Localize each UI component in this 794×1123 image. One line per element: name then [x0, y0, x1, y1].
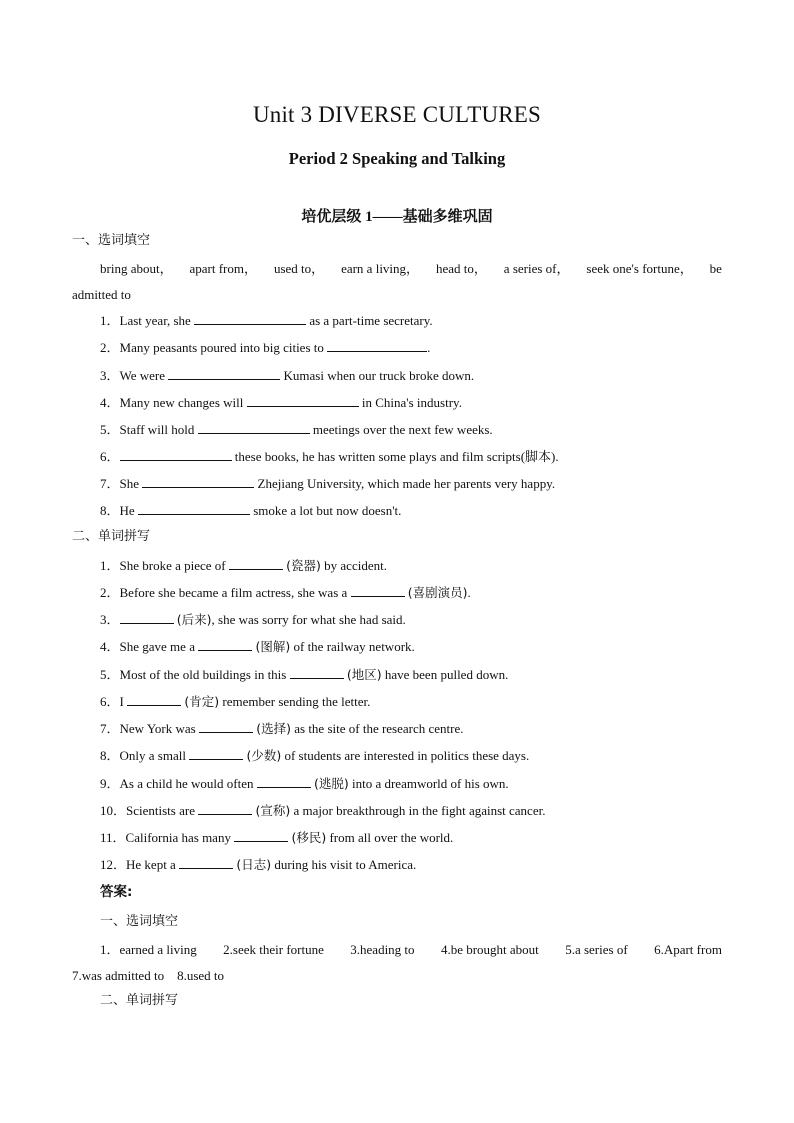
spell-item-11: 11．California has many (移民) from all over the world. [100, 830, 454, 845]
answer-item: 1．earned a living [100, 942, 197, 957]
answer-blank[interactable] [138, 502, 250, 515]
answer-item: 6.Apart from [654, 942, 722, 957]
word-bank-item: apart from， [189, 261, 258, 276]
answer-blank[interactable] [199, 720, 253, 733]
word-bank-item: bring about， [100, 261, 173, 276]
spell-item-9: 9．As a child he would often (逃脱) into a dreamworld of his own. [100, 776, 509, 791]
answer-blank[interactable] [234, 829, 288, 842]
answer-blank[interactable] [198, 421, 310, 434]
answer-blank[interactable] [198, 802, 252, 815]
word-bank-item: seek one's fortune， [586, 261, 693, 276]
answer-blank[interactable] [351, 584, 405, 597]
spell-item-5: 5．Most of the old buildings in this (地区) have been pulled down. [100, 667, 509, 682]
fill-item-5: 5．Staff will hold meetings over the next few weeks. [100, 422, 493, 437]
answer-blank[interactable] [257, 775, 311, 788]
word-bank-item: head to， [435, 261, 487, 276]
answer-blank[interactable] [198, 638, 252, 651]
word-bank-item: be [709, 261, 722, 276]
word-bank-continuation: admitted to [72, 287, 131, 302]
answer-blank[interactable] [194, 312, 306, 325]
word-bank-item: earn a living， [341, 261, 420, 276]
answer-blank[interactable] [120, 611, 174, 624]
answer-blank[interactable] [189, 747, 243, 760]
spell-item-4: 4．She gave me a (图解) of the railway network. [100, 639, 415, 654]
fill-item-2: 2．Many peasants poured into big cities to . [100, 340, 431, 355]
spell-item-2: 2．Before she became a film actress, she was a (喜剧演员). [100, 585, 471, 600]
word-bank-item: used to， [273, 261, 325, 276]
spell-item-7: 7．New York was (选择) as the site of the research centre. [100, 721, 464, 736]
section2-heading: 二、单词拼写 [72, 529, 151, 544]
answer-item: 4.be brought about [440, 942, 539, 957]
fill-item-1: 1．Last year, she as a part-time secretary. [100, 313, 433, 328]
answers-section1-heading: 一、选词填空 [100, 914, 179, 929]
answer-item: 2.seek their fortune [223, 942, 324, 957]
fill-item-6: 6． these books, he has written some plays and film scripts(脚本). [100, 449, 559, 464]
answer-blank[interactable] [168, 367, 280, 380]
answer-item: 5.a series of [565, 942, 628, 957]
answers-row-1 [100, 942, 722, 958]
spell-item-12: 12．He kept a (日志) during his visit to America. [100, 857, 417, 872]
answers-row-2: 7.was admitted to 8.used to [72, 968, 225, 983]
answers-section2-heading: 二、单词拼写 [100, 993, 179, 1008]
answer-blank[interactable] [247, 394, 359, 407]
answer-blank[interactable] [120, 448, 232, 461]
spell-item-3: 3． (后来), she was sorry for what she had said. [100, 612, 406, 627]
answers-heading: 答案: [100, 884, 133, 900]
fill-item-8: 8．He smoke a lot but now doesn't. [100, 503, 402, 518]
spell-item-6: 6．I (肯定) remember sending the letter. [100, 694, 371, 709]
word-bank-item: a series of， [503, 261, 570, 276]
answer-blank[interactable] [229, 557, 283, 570]
spell-item-1: 1．She broke a piece of (瓷器) by accident. [100, 558, 387, 573]
answer-blank[interactable] [179, 856, 233, 869]
section1-heading: 一、选词填空 [72, 233, 151, 248]
fill-item-3: 3．We were Kumasi when our truck broke down. [100, 368, 475, 383]
answer-blank[interactable] [127, 693, 181, 706]
answer-blank[interactable] [290, 666, 344, 679]
spell-item-8: 8．Only a small (少数) of students are interested in politics these days. [100, 748, 530, 763]
spell-item-10: 10．Scientists are (宣称) a major breakthrough in the fight against cancer. [100, 803, 546, 818]
page-subtitle: Period 2 Speaking and Talking [288, 149, 506, 168]
answer-blank[interactable] [142, 475, 254, 488]
fill-item-4: 4．Many new changes will in China's industry. [100, 395, 462, 410]
page-title: Unit 3 DIVERSE CULTURES [252, 102, 542, 127]
answer-item: 3.heading to [350, 942, 415, 957]
level-heading: 培优层级 1——基础多维巩固 [301, 209, 493, 225]
answer-blank[interactable] [327, 339, 427, 352]
word-bank [100, 261, 722, 277]
fill-item-7: 7．She Zhejiang University, which made her parents very happy. [100, 476, 556, 491]
